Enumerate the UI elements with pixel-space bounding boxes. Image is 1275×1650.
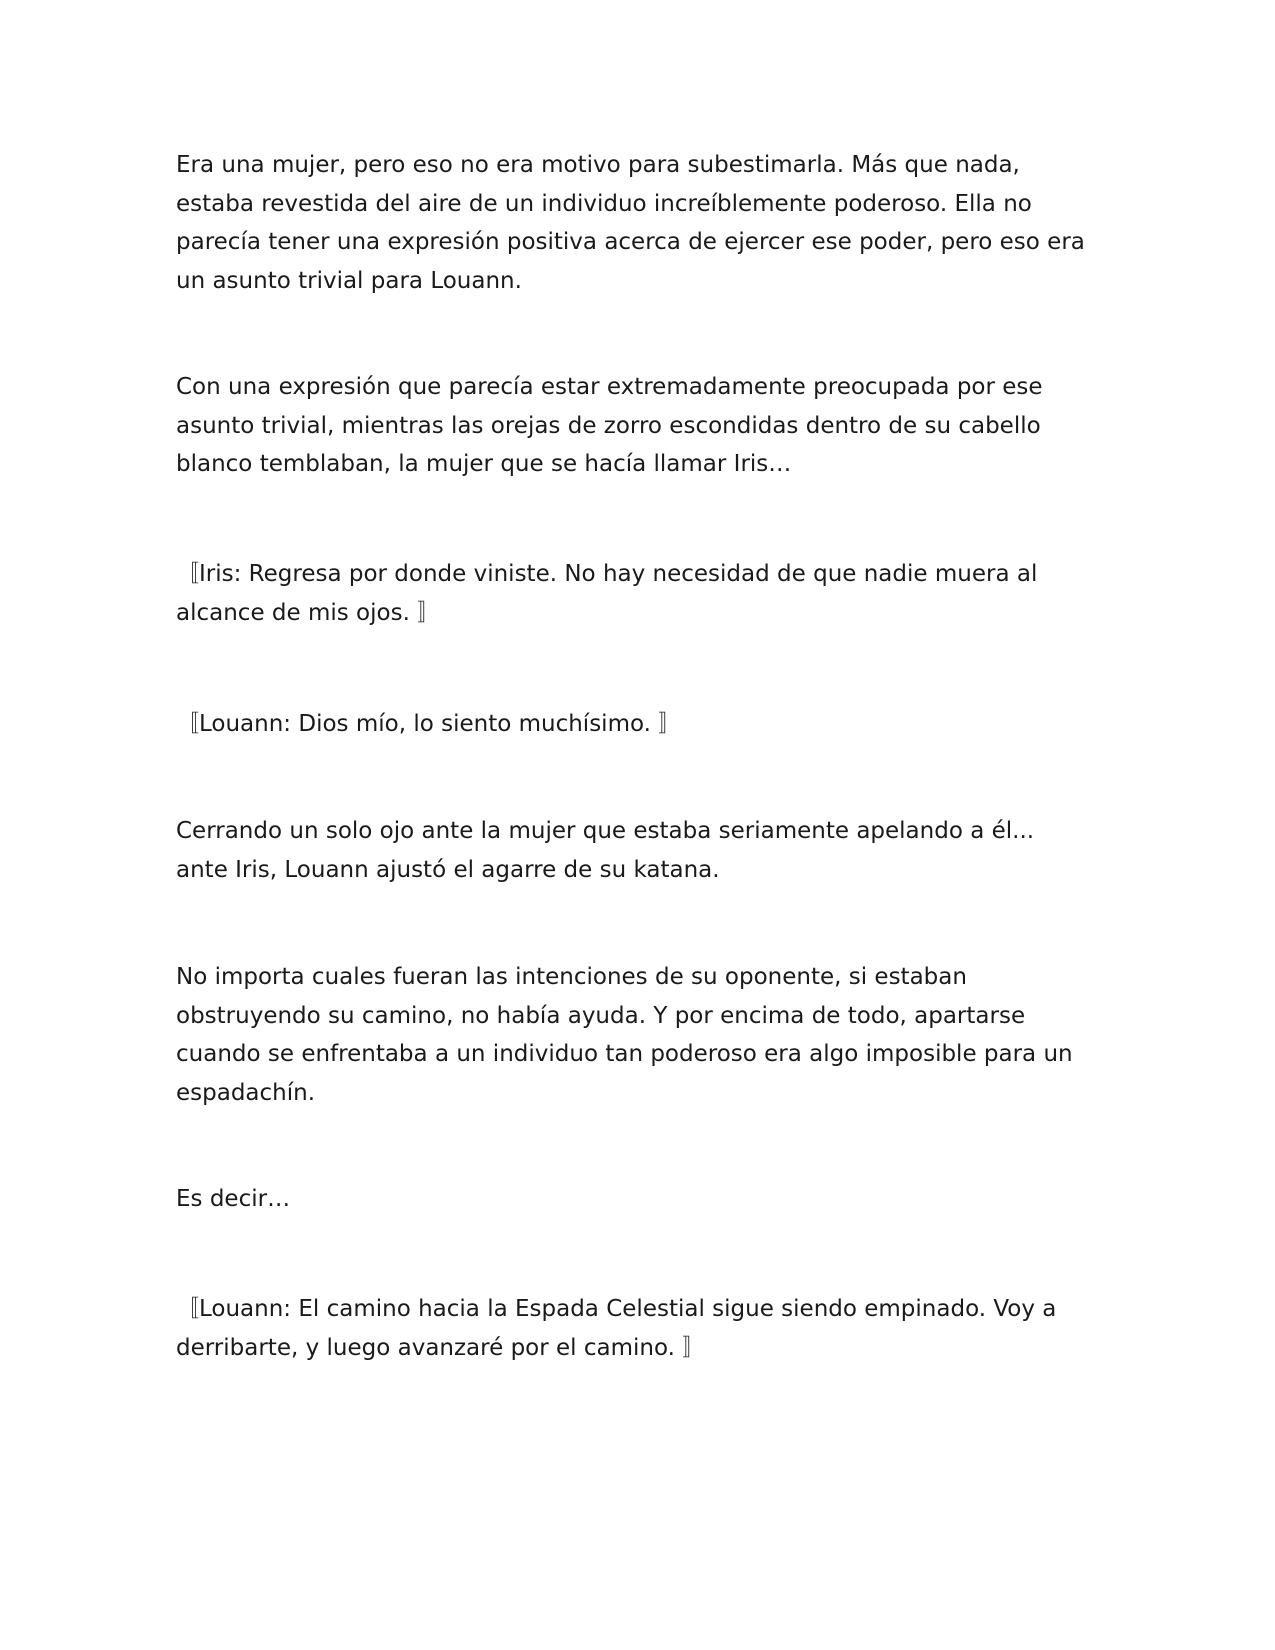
- text-line: 〚Iris: Regresa por donde viniste. No hay necesidad de que nadie muera al: [176, 561, 1038, 587]
- text-line: parecía tener una expresión positiva acerca de ejercer ese poder, pero eso era: [176, 229, 1085, 255]
- text-line: Es decir…: [176, 1186, 291, 1212]
- text-line: 〚Louann: El camino hacia la Espada Celestial sigue siendo empinado. Voy a: [176, 1296, 1057, 1322]
- text-line: ante Iris, Louann ajustó el agarre de su katana.: [176, 856, 720, 883]
- text-line: Era una mujer, pero eso no era motivo para subestimarla. Más que nada,: [176, 152, 1020, 178]
- text-line: Cerrando un solo ojo ante la mujer que estaba seriamente apelando a él...: [176, 818, 1035, 844]
- text-line: estaba revestida del aire de un individuo increíblemente poderoso. Ella no: [176, 190, 1032, 217]
- text-line: alcance de mis ojos. 〛: [176, 599, 441, 626]
- text-line: asunto trivial, mientras las orejas de zorro escondidas dentro de su cabello: [176, 412, 1041, 439]
- paragraph-4: [176, 958, 1106, 1112]
- text-line: espadachín.: [176, 1079, 316, 1106]
- text-line: blanco temblaban, la mujer que se hacía llamar Iris…: [176, 451, 792, 477]
- dialogue-louann-1: [176, 705, 1106, 744]
- text-line: cuando se enfrentaba a un individuo tan poderoso era algo imposible para un: [176, 1041, 1073, 1067]
- text-line: un asunto trivial para Louann.: [176, 267, 522, 294]
- text-line: Con una expresión que parecía estar extremadamente preocupada por ese: [176, 374, 1043, 400]
- paragraph-2: [176, 368, 1106, 484]
- dialogue-louann-2: [176, 1290, 1106, 1367]
- paragraph-3: [176, 812, 1106, 889]
- text-line: derribarte, y luego avanzaré por el camino. 〛: [176, 1334, 706, 1361]
- dialogue-iris: [176, 555, 1106, 632]
- text-line: No importa cuales fueran las intenciones de su oponente, si estaban: [176, 964, 967, 990]
- text-line: 〚Louann: Dios mío, lo siento muchísimo. 〛: [176, 711, 682, 737]
- paragraph-1: [176, 146, 1106, 300]
- text-line: obstruyendo su camino, no había ayuda. Y por encima de todo, apartarse: [176, 1002, 1026, 1029]
- paragraph-5: [176, 1180, 1106, 1219]
